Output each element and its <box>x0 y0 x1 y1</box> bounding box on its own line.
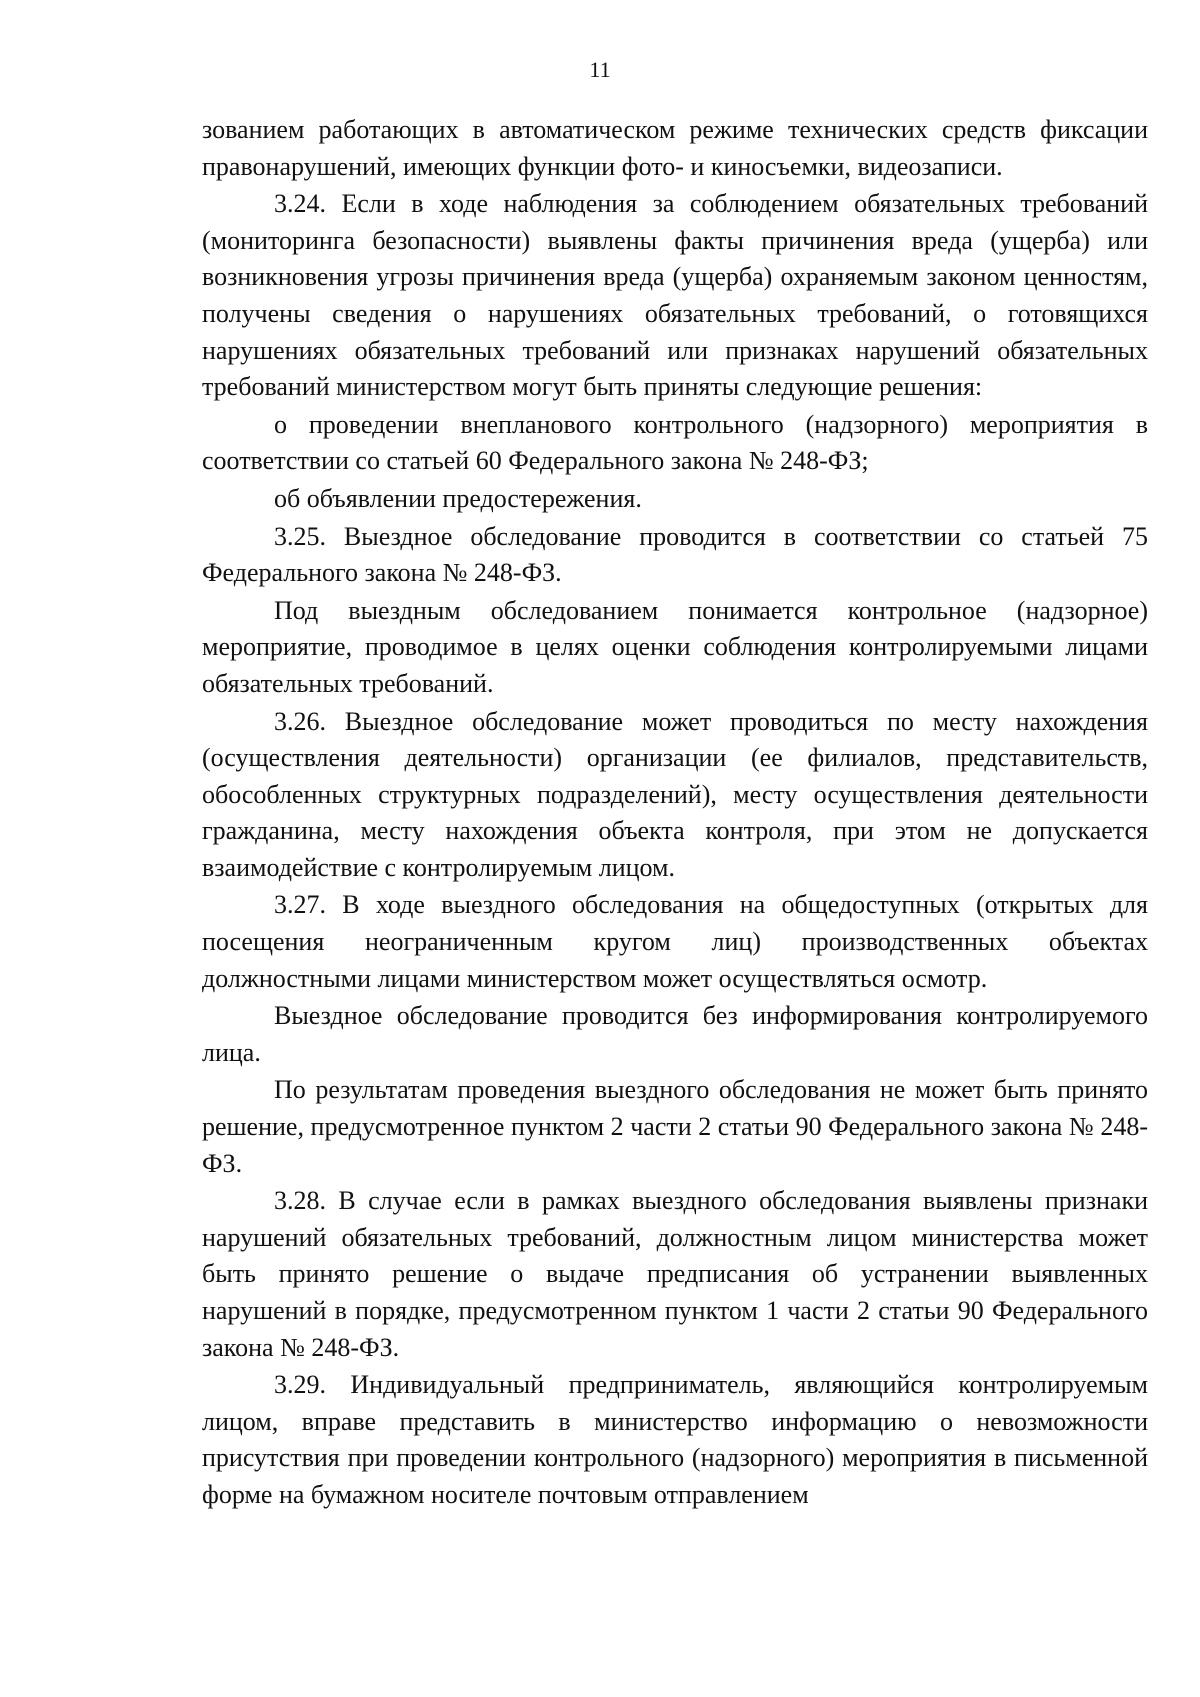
paragraph-3-29: 3.29. Индивидуальный предприниматель, являющийся контролируемым лицом, вправе представить в министерство информацию о невозможности присутствия при проведении контрольного (надзорного) мероприятия в письменной форме на бумажном носителе почтовым отправлением <box>202 1370 1148 1509</box>
paragraph-3-25: 3.25. Выездное обследование проводится в соответствии со статьей 75 Федерального закона № 248-ФЗ. <box>202 521 1148 588</box>
paragraph-results: По результатам проведения выездного обследования не может быть принято решение, предусмотренное пунктом 2 части 2 статьи 90 Федерального закона № 248-ФЗ. <box>202 1075 1148 1178</box>
paragraph-3-27: 3.27. В ходе выездного обследования на общедоступных (открытых для посещения неограниченным кругом лиц) производственных объектах должностными лицами министерством может осуществляться осмотр. <box>202 890 1148 993</box>
paragraph-3-24: 3.24. Если в ходе наблюдения за соблюдением обязательных требований (мониторинга безопасности) выявлены факты причинения вреда (ущерба) или возникновения угрозы причинения вреда (ущерба) охраняемым законом ценностям, получены сведения о нарушениях обязательных требований, о готовящихся нарушениях обязательных требований или признаках нарушений обязательных требований министерством могут быть приняты следующие решения: <box>202 189 1148 402</box>
paragraph-3-26: 3.26. Выездное обследование может проводиться по месту нахождения (осуществления деятельности) организации (ее филиалов, представительств, обособленных структурных подразделений), месту осуществления деятельности гражданина, месту нахождения объекта контроля, при этом не допускается взаимодействие с контролируемым лицом. <box>202 706 1148 882</box>
page-number: 11 <box>589 57 611 82</box>
paragraph-unscheduled-inspection: о проведении внепланового контрольного (надзорного) мероприятия в соответствии со статьей 60 Федерального закона № 248-ФЗ; <box>202 409 1148 476</box>
paragraph-warning: об объявлении предостережения. <box>274 483 642 513</box>
paragraph-continuation: зованием работающих в автоматическом режиме технических средств фиксации правонарушений, имеющих функции фото- и киносъемки, видеозаписи. <box>202 115 1148 181</box>
paragraph-definition: Под выездным обследованием понимается контрольное (надзорное) мероприятие, проводимое в целях оценки соблюдения контролируемыми лицами обязательных требований. <box>202 595 1148 698</box>
paragraph-no-notice: Выездное обследование проводится без информирования контролируемого лица. <box>202 1001 1148 1067</box>
document-body <box>202 112 1148 1514</box>
paragraph-3-28: 3.28. В случае если в рамках выездного обследования выявлены признаки нарушений обязательных требований, должностным лицом министерства может быть принято решение о выдаче предписания об устранении выявленных нарушений в порядке, предусмотренном пунктом 1 части 2 статьи 90 Федерального закона № 248-ФЗ. <box>202 1186 1148 1362</box>
